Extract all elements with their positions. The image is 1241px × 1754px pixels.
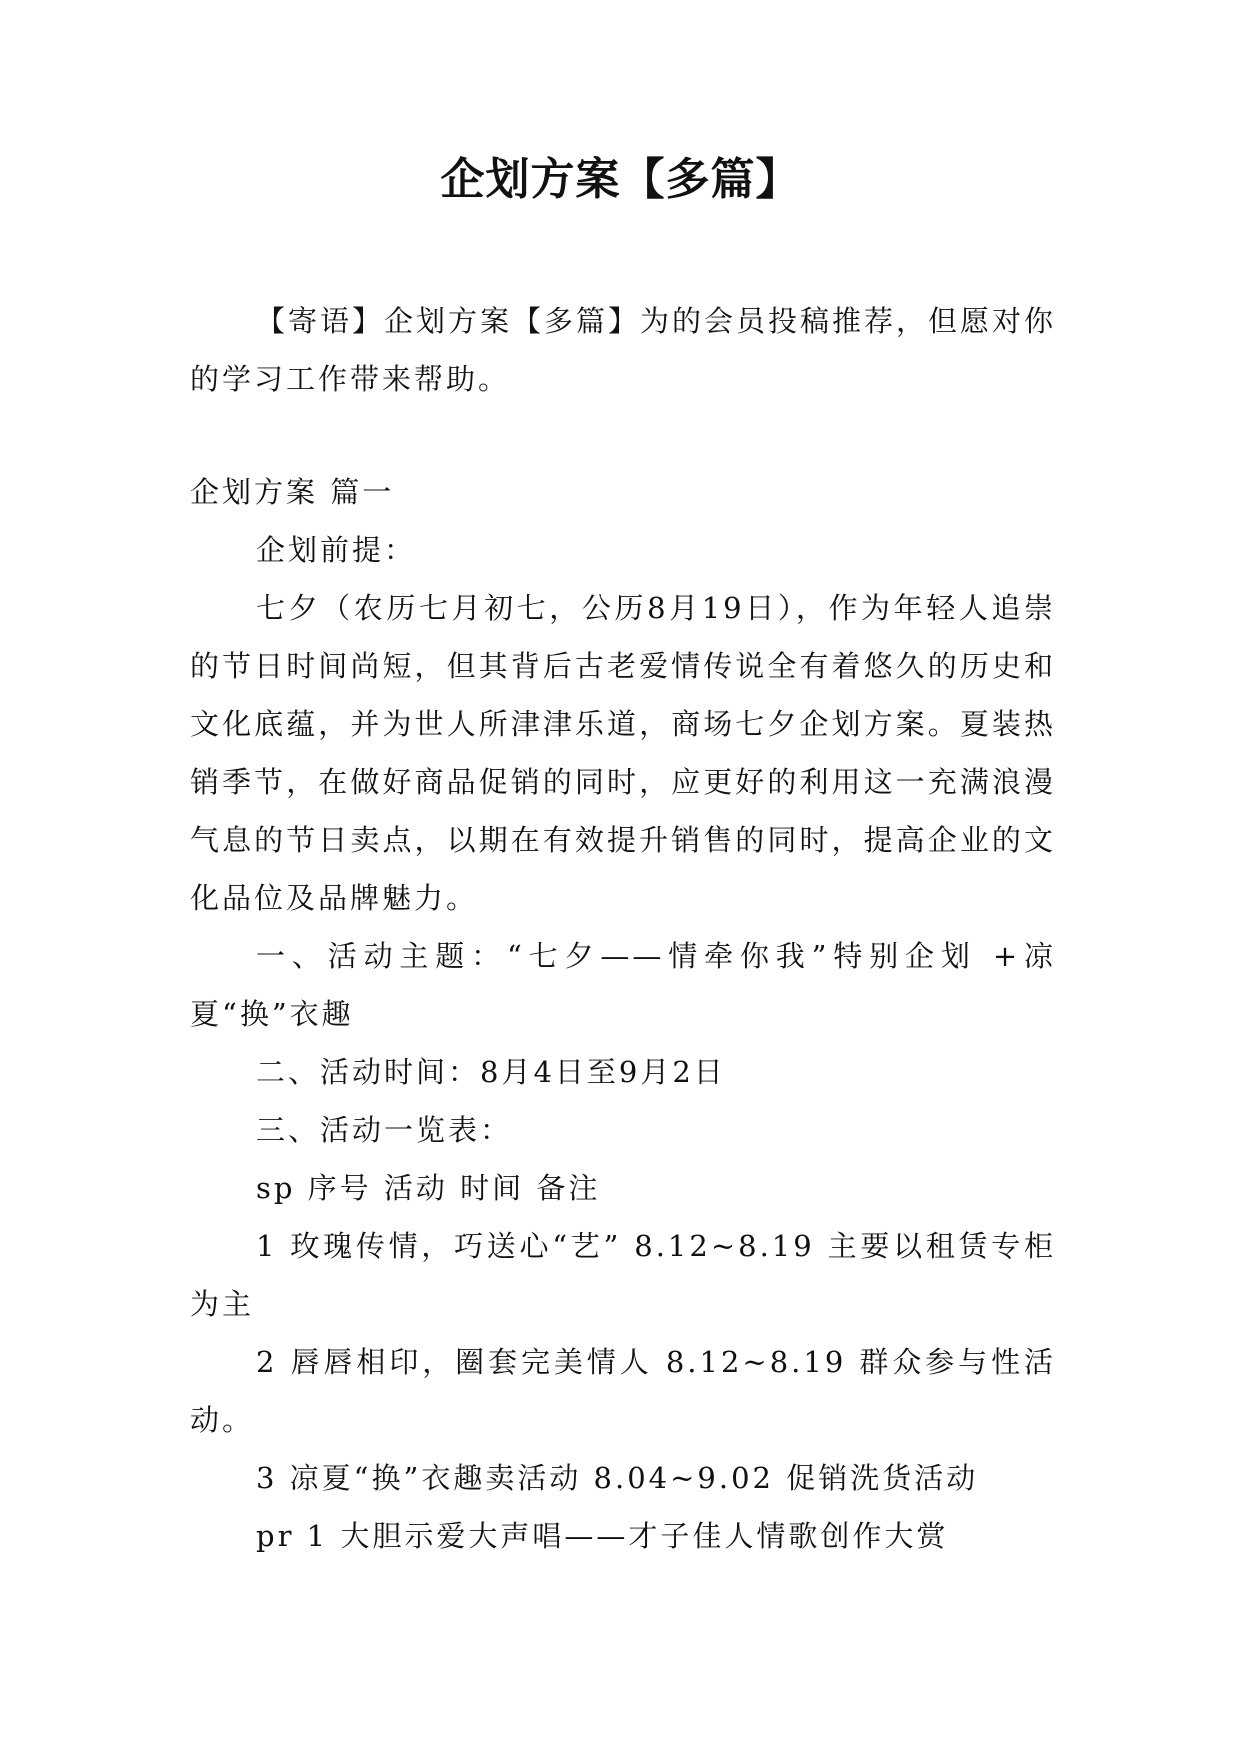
schedule-row: 2 唇唇相印，圈套完美情人 8.12~8.19 群众参与性活动。 [190, 1345, 1056, 1437]
paragraph-premise: 七夕（农历七月初七，公历8月19日），作为年轻人追崇的节日时间尚短，但其背后古老爱情传说全有着悠久的历史和文化底蕴，并为世人所津津乐道，商场七夕企划方案。夏装热销季节，在做好商品促销的同时，应更好的利用这一充满浪漫气息的节日卖点，以期在有效提升销售的同时，提高企业的文化品位及品牌魅力。 [190, 591, 1056, 915]
schedule-row: 3 凉夏“换”衣趣卖活动 8.04~9.02 促销洗货活动 [256, 1461, 979, 1495]
schedule-row: 1 玫瑰传情，巧送心“艺” 8.12~8.19 主要以租赁专柜为主 [190, 1229, 1056, 1321]
intro-paragraph: 【寄语】企划方案【多篇】为的会员投稿推荐，但愿对你的学习工作带来帮助。 [190, 304, 1057, 396]
paragraph-premise-label: 企划前提： [256, 533, 417, 567]
document-title: 企划方案【多篇】 [440, 154, 801, 205]
main-section [190, 463, 1056, 1565]
paragraph-time: 二、活动时间：8月4日至9月2日 [256, 1055, 726, 1089]
schedule-header-row: sp 序号 活动 时间 备注 [256, 1171, 601, 1205]
paragraph-schedule-label: 三、活动一览表： [256, 1113, 513, 1147]
paragraph-theme: 一、活动主题：“七夕——情牵你我”特别企划 +凉夏“换”衣趣 [190, 939, 1056, 1031]
section-heading: 企划方案 篇一 [190, 475, 395, 509]
intro-section [190, 292, 1056, 408]
schedule-row: pr 1 大胆示爱大声唱——才子佳人情歌创作大赏 [256, 1519, 949, 1553]
